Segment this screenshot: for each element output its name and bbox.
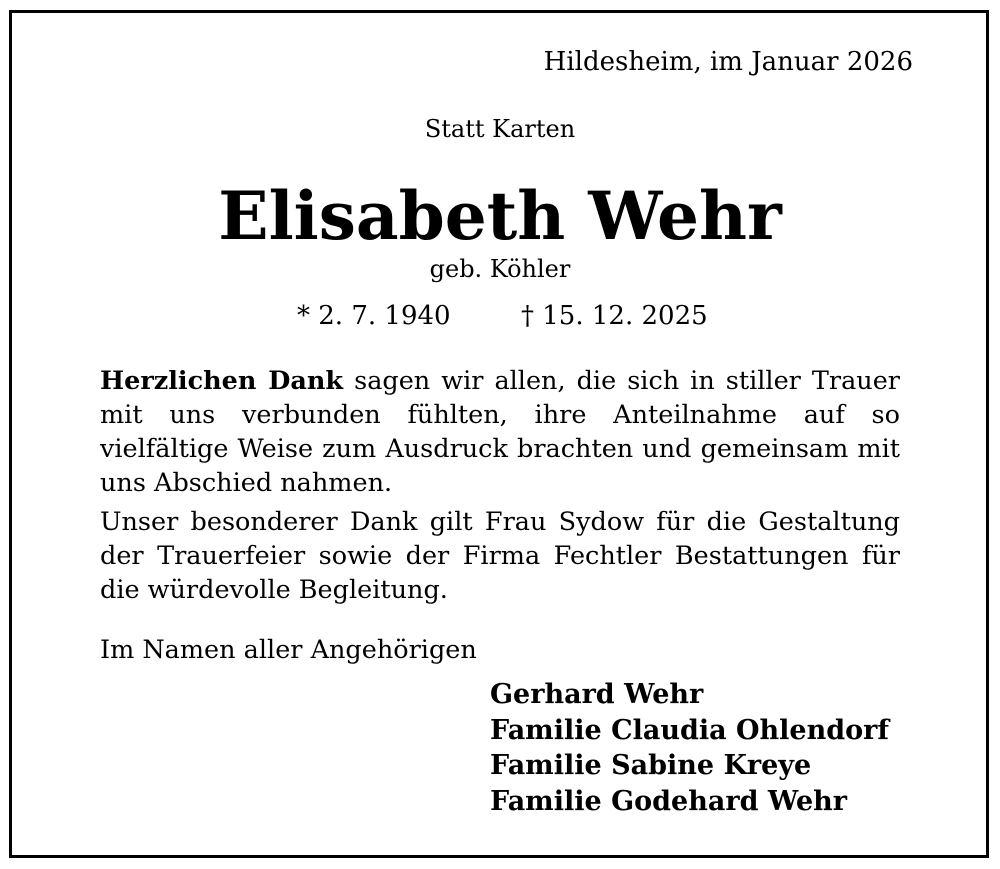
signer-name: Gerhard Wehr <box>490 679 704 710</box>
signer-name: Familie Godehard Wehr <box>490 785 848 817</box>
birth-name: geb. Köhler <box>429 255 571 283</box>
signer-name: Familie Claudia Ohlendorf <box>490 714 889 746</box>
birth-date: * 2. 7. 1940 <box>297 301 451 331</box>
thanks-lead: Herzlichen Dank <box>100 366 344 396</box>
deceased-name: Elisabeth Wehr <box>218 177 782 255</box>
thanks-text: sagen wir allen, die sich in stiller Trauer mit uns verbunden fühlten, ihre Anteilnahme auf so vielfältige Weise zum Ausdruck brachten und gemeinsam mit uns Abschied nahmen. <box>100 366 900 498</box>
statt-karten-label: Statt Karten <box>424 115 576 143</box>
place-date: Hildesheim, im Januar 2026 <box>543 47 913 77</box>
thanks-paragraph <box>100 364 900 500</box>
special-thanks-paragraph: Unser besonderer Dank gilt Frau Sydow für die Gestaltung der Trauerfeier sowie der Firma Fechtler Bestattungen für die würdevolle Begleitung. <box>100 507 900 605</box>
death-date: † 15. 12. 2025 <box>521 301 708 331</box>
signer-name: Familie Sabine Kreye <box>490 750 812 781</box>
closing-line: Im Namen aller Angehörigen <box>100 635 477 665</box>
signers-block <box>490 677 889 819</box>
